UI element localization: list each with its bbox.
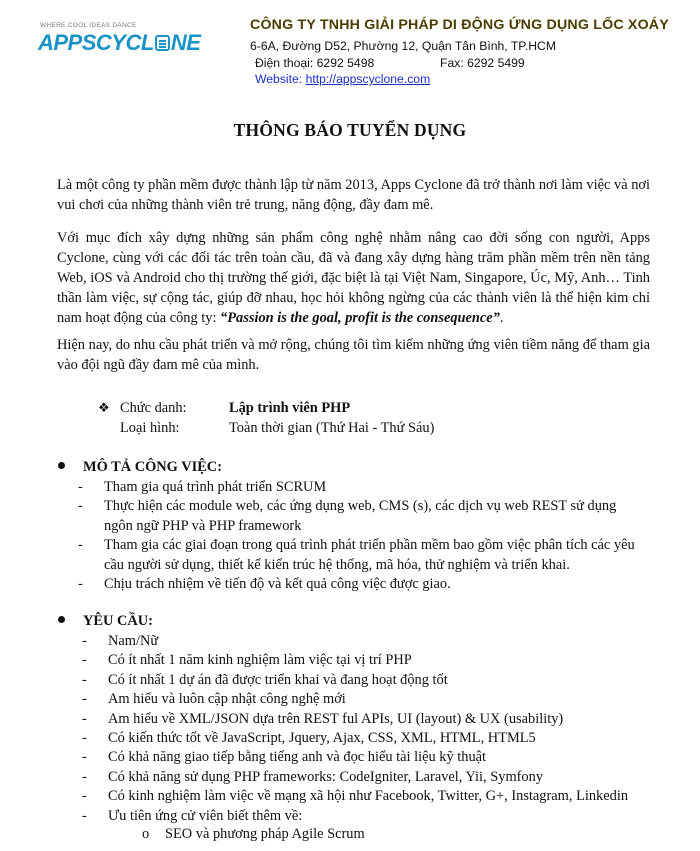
position-title-label: Chức danh: xyxy=(120,400,187,416)
logo-wordmark: APPSCYCL NE xyxy=(38,30,201,55)
company-logo xyxy=(38,22,201,64)
page-title: THÔNG BÁO TUYỂN DỤNG xyxy=(233,120,467,140)
requirements-heading: YÊU CẦU: xyxy=(58,613,153,630)
sub-bullet-icon: o xyxy=(142,826,150,842)
job-description-list xyxy=(78,478,638,594)
intro-paragraph-3: Hiện nay, do nhu cầu phát triển và mở rộng, chúng tôi tìm kiếm những ứng viên tiềm năng để tham gia vào đội ngũ đầy đam mê của mình. xyxy=(57,337,650,373)
company-address: 6-6A, Đường D52, Phường 12, Quận Tân Bình, TP.HCM xyxy=(250,39,557,53)
list-item: - Ưu tiên ứng cử viên biết thêm về: xyxy=(82,807,303,824)
section-bullet-icon xyxy=(58,616,65,623)
position-bullet-icon: ❖ xyxy=(98,400,110,415)
list-item: - Có ít nhất 1 năm kinh nghiệm làm việc tại vị trí PHP xyxy=(82,652,412,669)
list-item: - Có khả năng sử dụng PHP frameworks: CodeIgniter, Laravel, Yii, Symfony xyxy=(82,768,544,785)
list-item: - Nam/Nữ xyxy=(82,633,159,649)
job-description-heading: MÔ TẢ CÔNG VIỆC: xyxy=(58,459,222,476)
list-item: - Tham gia quá trình phát triển SCRUM xyxy=(78,479,327,495)
requirements-list xyxy=(82,632,672,826)
company-fax: Fax: 6292 5499 xyxy=(440,56,525,70)
list-item: - Am hiểu và luôn cập nhật công nghệ mới xyxy=(82,691,346,708)
list-item: - Thực hiện các module web, các ứng dụng web, CMS (s), các dịch vụ web REST sử dụng ngôn ngữ PHP và PHP framework xyxy=(78,498,617,534)
position-type-label: Loại hình: xyxy=(120,420,180,436)
list-item: - Chịu trách nhiệm về tiến độ và kết quả công việc được giao. xyxy=(78,576,451,593)
website-link[interactable]: http://appscyclone.com xyxy=(305,72,431,86)
position-title-value: Lập trình viên PHP xyxy=(229,400,351,416)
logo-cyclone-icon xyxy=(155,35,170,51)
intro-paragraph-1: Là một công ty phần mềm được thành lập từ năm 2013, Apps Cyclone đã trở thành nơi làm việc và nơi vui chơi của những thành viên trẻ trung, năng động, đầy đam mê. xyxy=(57,177,650,213)
logo-tagline: WHERE COOL IDEAS DANCE xyxy=(40,22,137,29)
position-type-value: Toàn thời gian (Thứ Hai - Thứ Sáu) xyxy=(229,420,435,436)
list-item: - Tham gia các giai đoạn trong quá trình phát triển phần mềm bao gồm việc phân tích các yêu cầu người sử dụng, thiết kế kiến trúc hệ thống, mã hóa, thử nghiệm và triển khai. xyxy=(78,537,635,573)
company-motto: “Passion is the goal, profit is the consequence” xyxy=(220,310,500,326)
company-name: CÔNG TY TNHH GIẢI PHÁP DI ĐỘNG ỨNG DỤNG LỐC XOÁY xyxy=(250,17,669,33)
company-website: Website: http://appscyclone.com xyxy=(255,72,431,86)
list-item: - Có kinh nghiệm làm việc về mạng xã hội như Facebook, Twitter, G+, Instagram, Linkedin xyxy=(82,788,629,805)
list-item: - Có kiến thức tốt về JavaScript, Jquery, Ajax, CSS, XML, HTML, HTML5 xyxy=(82,730,536,747)
company-phone: Điện thoại: 6292 5498 xyxy=(255,56,375,70)
list-item: - Am hiểu về XML/JSON dựa trên REST ful APIs, UI (layout) & UX (usability) xyxy=(82,710,564,727)
list-item: - Có khả năng giao tiếp bằng tiếng anh và đọc hiểu tài liệu kỹ thuật xyxy=(82,749,487,766)
list-item: - Có ít nhất 1 dự án đã được triển khai và đang hoạt động tốt xyxy=(82,671,448,688)
sub-list-item: SEO và phương pháp Agile Scrum xyxy=(165,826,365,842)
section-bullet-icon xyxy=(58,462,65,469)
intro-paragraph-2: Với mục đích xây dựng những sản phẩm công nghệ nhằm nâng cao đời sống con người, Apps Cyclone, cùng với các đối tác trên toàn cầu, đã và đang xây dựng hàng trăm phần mềm trên nền tảng Web, iOS và Android cho thị trường thế giới, đặc biệt là tại Việt Nam, Singapore, Úc, Mỹ, Anh… Tinh thần làm việc, sự cộng tác, giúp đỡ nhau, học hỏi không ngừng của các thành viên là thể hiện kim chỉ nam hoạt động của công ty: “Passion is the goal, profit is the consequence”. xyxy=(57,230,650,326)
